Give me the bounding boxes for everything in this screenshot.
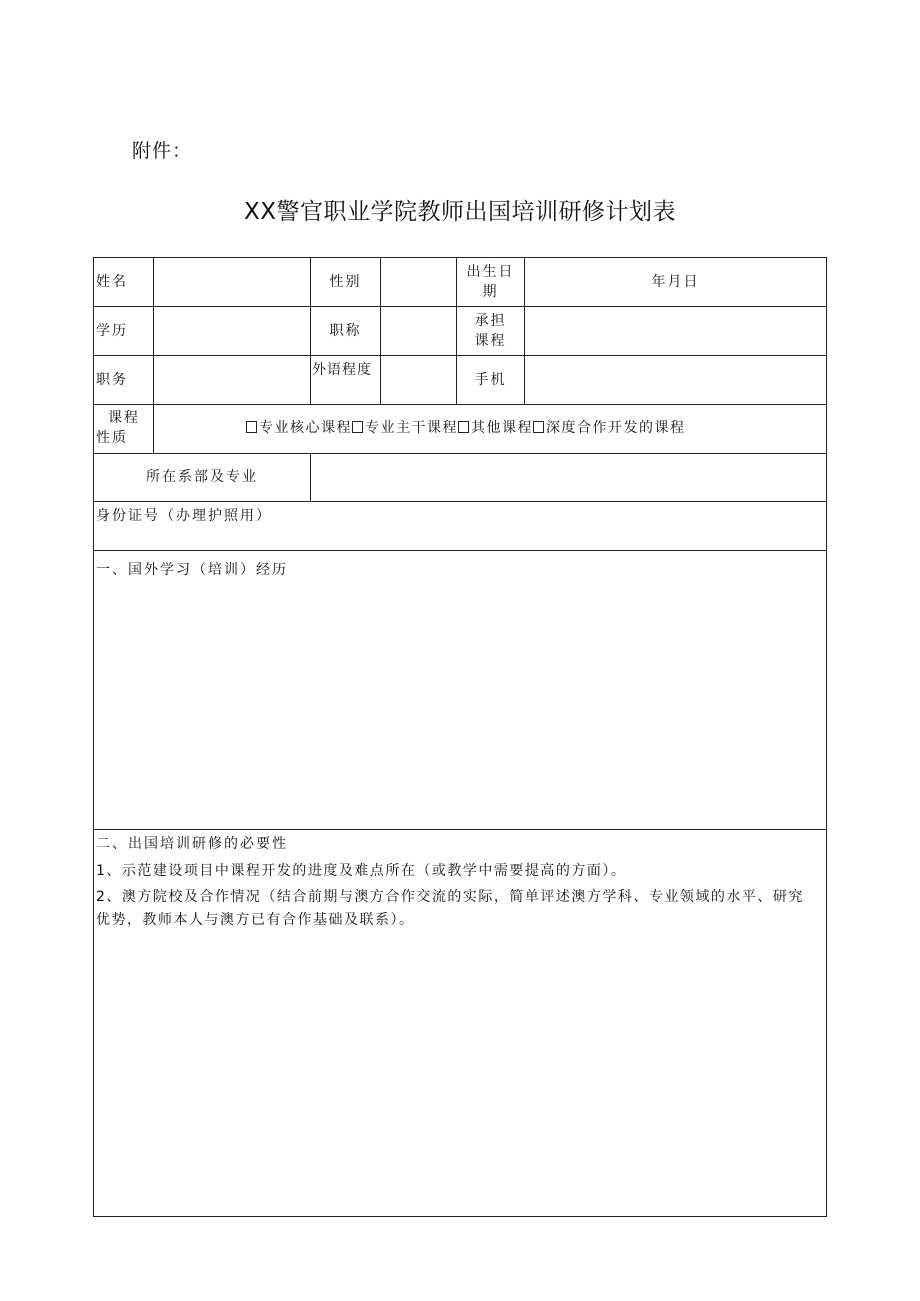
course-type-label-line1: 课程 — [108, 410, 140, 426]
course-field[interactable] — [525, 307, 825, 354]
birth-field[interactable]: 年月日 — [651, 274, 700, 290]
checkbox-icon[interactable] — [352, 421, 363, 433]
section2-item1: 1、示范建设项目中课程开发的进度及难点所在（或教学中需要提高的方面）。 — [96, 863, 627, 879]
birth-label-line2: 期 — [482, 284, 499, 300]
birth-label-line1: 出生日 — [466, 264, 515, 280]
title-field[interactable] — [381, 307, 455, 354]
course-option-coop[interactable]: 深度合作开发的课程 — [533, 420, 686, 436]
department-label: 所在系部及专业 — [146, 469, 258, 485]
name-label: 姓名 — [96, 274, 128, 290]
course-option-main[interactable]: 专业主干课程 — [352, 420, 458, 436]
position-label: 职务 — [96, 372, 128, 388]
gender-label: 性别 — [329, 274, 362, 290]
checkbox-icon[interactable] — [533, 421, 544, 433]
course-type-label-line2: 性质 — [96, 430, 128, 446]
education-field[interactable] — [154, 307, 309, 354]
course-type-options — [246, 418, 686, 438]
section1-title: 一、国外学习（培训）经历 — [96, 562, 288, 578]
birth-label — [457, 262, 524, 302]
course-type-label — [96, 408, 152, 448]
section2-content[interactable] — [96, 938, 824, 1213]
position-field[interactable] — [154, 356, 309, 403]
page-title: XX警官职业学院教师出国培训研修计划表 — [243, 199, 676, 225]
education-label: 学历 — [96, 323, 128, 339]
section1-content[interactable] — [96, 584, 824, 826]
id-label: 身份证号（办理护照用） — [96, 508, 272, 524]
attachment-label: 附件： — [132, 140, 193, 162]
checkbox-icon[interactable] — [246, 421, 257, 433]
section2-item2: 2、澳方院校及合作情况（结合前期与澳方合作交流的实际，简单评述澳方学科、专业领域的水平、研究优势，教师本人与澳方已有合作基础及联系）。 — [96, 889, 804, 928]
department-field[interactable] — [311, 454, 825, 500]
course-option-other[interactable]: 其他课程 — [458, 420, 533, 436]
course-label-line1: 承担 — [474, 313, 507, 329]
language-field[interactable] — [381, 356, 455, 403]
title-label: 职称 — [329, 323, 362, 339]
course-option-core[interactable]: 专业核心课程 — [246, 420, 352, 436]
checkbox-icon[interactable] — [458, 421, 469, 433]
phone-label: 手机 — [474, 372, 507, 388]
plan-form — [93, 257, 827, 1217]
course-label-line2: 课程 — [474, 333, 507, 349]
gender-field[interactable] — [381, 259, 455, 305]
name-field[interactable] — [154, 259, 309, 305]
language-label: 外语程度 — [312, 362, 372, 378]
course-label — [457, 311, 524, 351]
section2-title: 二、出国培训研修的必要性 — [96, 836, 288, 852]
phone-field[interactable] — [525, 356, 825, 403]
